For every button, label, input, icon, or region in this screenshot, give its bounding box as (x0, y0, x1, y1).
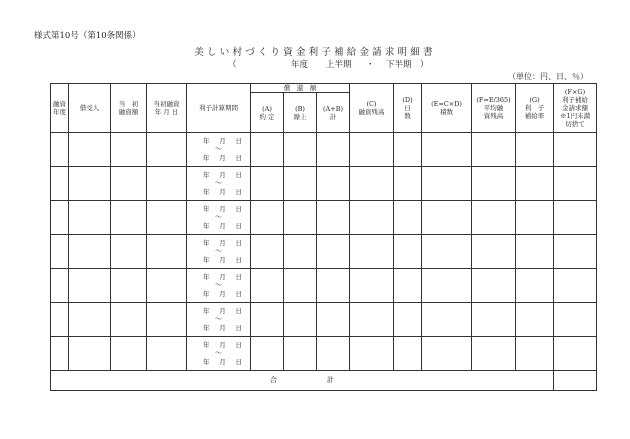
data-cell[interactable] (284, 167, 317, 201)
data-cell[interactable] (111, 303, 147, 337)
data-cell[interactable] (147, 269, 187, 303)
data-cell[interactable] (69, 167, 111, 201)
interest-period-cell[interactable] (187, 337, 251, 371)
data-cell[interactable] (111, 337, 147, 371)
period-start: 年 月 日 (203, 239, 242, 248)
data-cell[interactable] (111, 133, 147, 167)
interest-period-cell[interactable] (187, 167, 251, 201)
col-initial-date: 当初融資 年 月 日 (147, 84, 187, 133)
col-fg-claim: (F×G) 利子補給 金請求額 ※1円未満 切捨て (554, 84, 597, 133)
data-cell[interactable] (350, 133, 394, 167)
data-cell[interactable] (422, 269, 472, 303)
data-cell[interactable] (147, 201, 187, 235)
table-row (51, 201, 597, 235)
col-c-balance: (C) 融資残高 (350, 84, 394, 133)
col-ab-total: (A+B) 計 (317, 93, 350, 133)
document-title: 美しい村づくり資金利子補給金請求明細書 (194, 47, 436, 58)
data-cell[interactable] (350, 303, 394, 337)
data-cell[interactable] (147, 167, 187, 201)
data-cell[interactable] (472, 167, 516, 201)
total-claim-cell[interactable] (554, 371, 597, 391)
interest-period-cell[interactable] (187, 269, 251, 303)
data-cell[interactable] (251, 133, 284, 167)
data-cell[interactable] (422, 235, 472, 269)
interest-period-cell[interactable] (187, 235, 251, 269)
data-cell[interactable] (516, 167, 554, 201)
col-a-scheduled: (A) 約 定 (251, 93, 284, 133)
data-cell[interactable] (111, 269, 147, 303)
data-cell[interactable] (69, 235, 111, 269)
data-cell[interactable] (516, 337, 554, 371)
data-cell[interactable] (350, 269, 394, 303)
col-g-rate: (G) 利 子 補給率 (516, 84, 554, 133)
period-line (0, 58, 630, 70)
data-cell[interactable] (422, 337, 472, 371)
data-cell[interactable] (251, 337, 284, 371)
data-cell[interactable] (422, 303, 472, 337)
col-f-average: (F=E/365) 平均融 資残高 (472, 84, 516, 133)
data-cell[interactable] (147, 303, 187, 337)
data-cell[interactable] (111, 235, 147, 269)
data-cell[interactable] (394, 133, 422, 167)
period-first-half: 上半期 (326, 60, 352, 70)
table-row (51, 235, 597, 269)
col-e-product: (E=C×D) 積数 (422, 84, 472, 133)
data-cell[interactable] (317, 133, 350, 167)
period-end: 年 月 日 (203, 222, 242, 230)
data-cell[interactable] (51, 201, 69, 235)
interest-period-cell[interactable] (187, 303, 251, 337)
data-cell[interactable] (111, 201, 147, 235)
data-cell[interactable] (51, 167, 69, 201)
period-start: 年 月 日 (203, 171, 242, 180)
period-start: 年 月 日 (203, 137, 242, 146)
data-cell[interactable] (251, 303, 284, 337)
data-cell[interactable] (284, 337, 317, 371)
col-b-early: (B) 繰上 (284, 93, 317, 133)
period-tilde: ～ (215, 315, 222, 324)
data-cell[interactable] (251, 235, 284, 269)
data-cell[interactable] (317, 201, 350, 235)
period-start: 年 月 日 (203, 307, 242, 316)
data-cell[interactable] (317, 337, 350, 371)
data-cell[interactable] (284, 235, 317, 269)
period-close-paren: ） (420, 60, 429, 70)
data-cell[interactable] (69, 201, 111, 235)
data-cell[interactable] (284, 133, 317, 167)
data-cell[interactable] (350, 201, 394, 235)
period-end: 年 月 日 (203, 188, 242, 196)
total-label: 合 計 (51, 371, 554, 391)
period-open-paren: （ (228, 60, 237, 70)
data-cell[interactable] (350, 167, 394, 201)
period-end: 年 月 日 (203, 358, 242, 366)
data-cell[interactable] (51, 303, 69, 337)
data-cell[interactable] (422, 133, 472, 167)
data-cell[interactable] (394, 201, 422, 235)
data-cell[interactable] (472, 201, 516, 235)
period-tilde: ～ (215, 179, 222, 188)
period-end: 年 月 日 (203, 154, 242, 162)
col-d-days: (D) 日 数 (394, 84, 422, 133)
period-start: 年 月 日 (203, 205, 242, 214)
total-row (51, 371, 597, 391)
period-year: 年度 (291, 60, 309, 70)
table-row (51, 337, 597, 371)
data-cell[interactable] (317, 235, 350, 269)
data-cell[interactable] (284, 269, 317, 303)
data-cell[interactable] (394, 167, 422, 201)
data-cell[interactable] (472, 337, 516, 371)
period-tilde: ～ (215, 281, 222, 290)
data-cell[interactable] (147, 337, 187, 371)
period-end: 年 月 日 (203, 256, 242, 264)
data-cell[interactable] (350, 235, 394, 269)
period-start: 年 月 日 (203, 341, 242, 350)
col-borrower: 借受人 (69, 84, 111, 133)
data-cell[interactable] (251, 269, 284, 303)
col-group-repayment: 償 還 額 (251, 84, 350, 93)
col-initial-loan: 当 初 融資額 (111, 84, 147, 133)
period-second-half: 下半期 (386, 60, 412, 70)
data-cell[interactable] (317, 167, 350, 201)
data-cell[interactable] (472, 235, 516, 269)
data-cell[interactable] (472, 303, 516, 337)
data-cell[interactable] (394, 337, 422, 371)
data-cell[interactable] (317, 303, 350, 337)
data-cell[interactable] (147, 235, 187, 269)
col-interest-period: 利子計算期間 (187, 84, 251, 133)
period-start: 年 月 日 (203, 273, 242, 282)
data-cell[interactable] (69, 269, 111, 303)
data-cell[interactable] (350, 337, 394, 371)
table-row (51, 303, 597, 337)
data-cell[interactable] (554, 337, 597, 371)
period-tilde: ～ (215, 213, 222, 222)
table-row (51, 269, 597, 303)
data-cell[interactable] (422, 167, 472, 201)
data-cell[interactable] (111, 167, 147, 201)
data-cell[interactable] (394, 303, 422, 337)
period-tilde: ～ (215, 349, 222, 358)
period-separator: ・ (366, 60, 375, 70)
data-cell[interactable] (516, 303, 554, 337)
data-cell[interactable] (284, 303, 317, 337)
data-cell[interactable] (516, 269, 554, 303)
interest-period-cell[interactable] (187, 133, 251, 167)
data-cell[interactable] (69, 133, 111, 167)
data-cell[interactable] (472, 133, 516, 167)
unit-note: （単位：円、日、％） (508, 72, 588, 81)
data-cell[interactable] (51, 235, 69, 269)
interest-period-cell[interactable] (187, 201, 251, 235)
data-cell[interactable] (554, 235, 597, 269)
data-cell[interactable] (251, 201, 284, 235)
col-fiscal-year: 融資年度 (51, 84, 69, 133)
data-cell[interactable] (251, 167, 284, 201)
data-cell[interactable] (317, 269, 350, 303)
data-cell[interactable] (516, 201, 554, 235)
data-cell[interactable] (554, 269, 597, 303)
table-row (51, 167, 597, 201)
data-cell[interactable] (69, 303, 111, 337)
data-cell[interactable] (554, 201, 597, 235)
period-end: 年 月 日 (203, 290, 242, 298)
data-cell[interactable] (51, 337, 69, 371)
data-cell[interactable] (69, 337, 111, 371)
data-cell[interactable] (516, 133, 554, 167)
period-tilde: ～ (215, 145, 222, 154)
data-cell[interactable] (554, 303, 597, 337)
period-end: 年 月 日 (203, 324, 242, 332)
data-cell[interactable] (147, 133, 187, 167)
data-cell[interactable] (394, 235, 422, 269)
period-tilde: ～ (215, 247, 222, 256)
data-cell[interactable] (394, 269, 422, 303)
form-number: 様式第10号（第10条関係） (34, 31, 141, 41)
data-cell[interactable] (422, 201, 472, 235)
data-cell[interactable] (284, 201, 317, 235)
data-cell[interactable] (554, 167, 597, 201)
detail-table (50, 83, 597, 391)
data-cell[interactable] (472, 269, 516, 303)
data-cell[interactable] (51, 269, 69, 303)
data-cell[interactable] (51, 133, 69, 167)
table-row (51, 133, 597, 167)
data-cell[interactable] (554, 133, 597, 167)
data-cell[interactable] (516, 235, 554, 269)
